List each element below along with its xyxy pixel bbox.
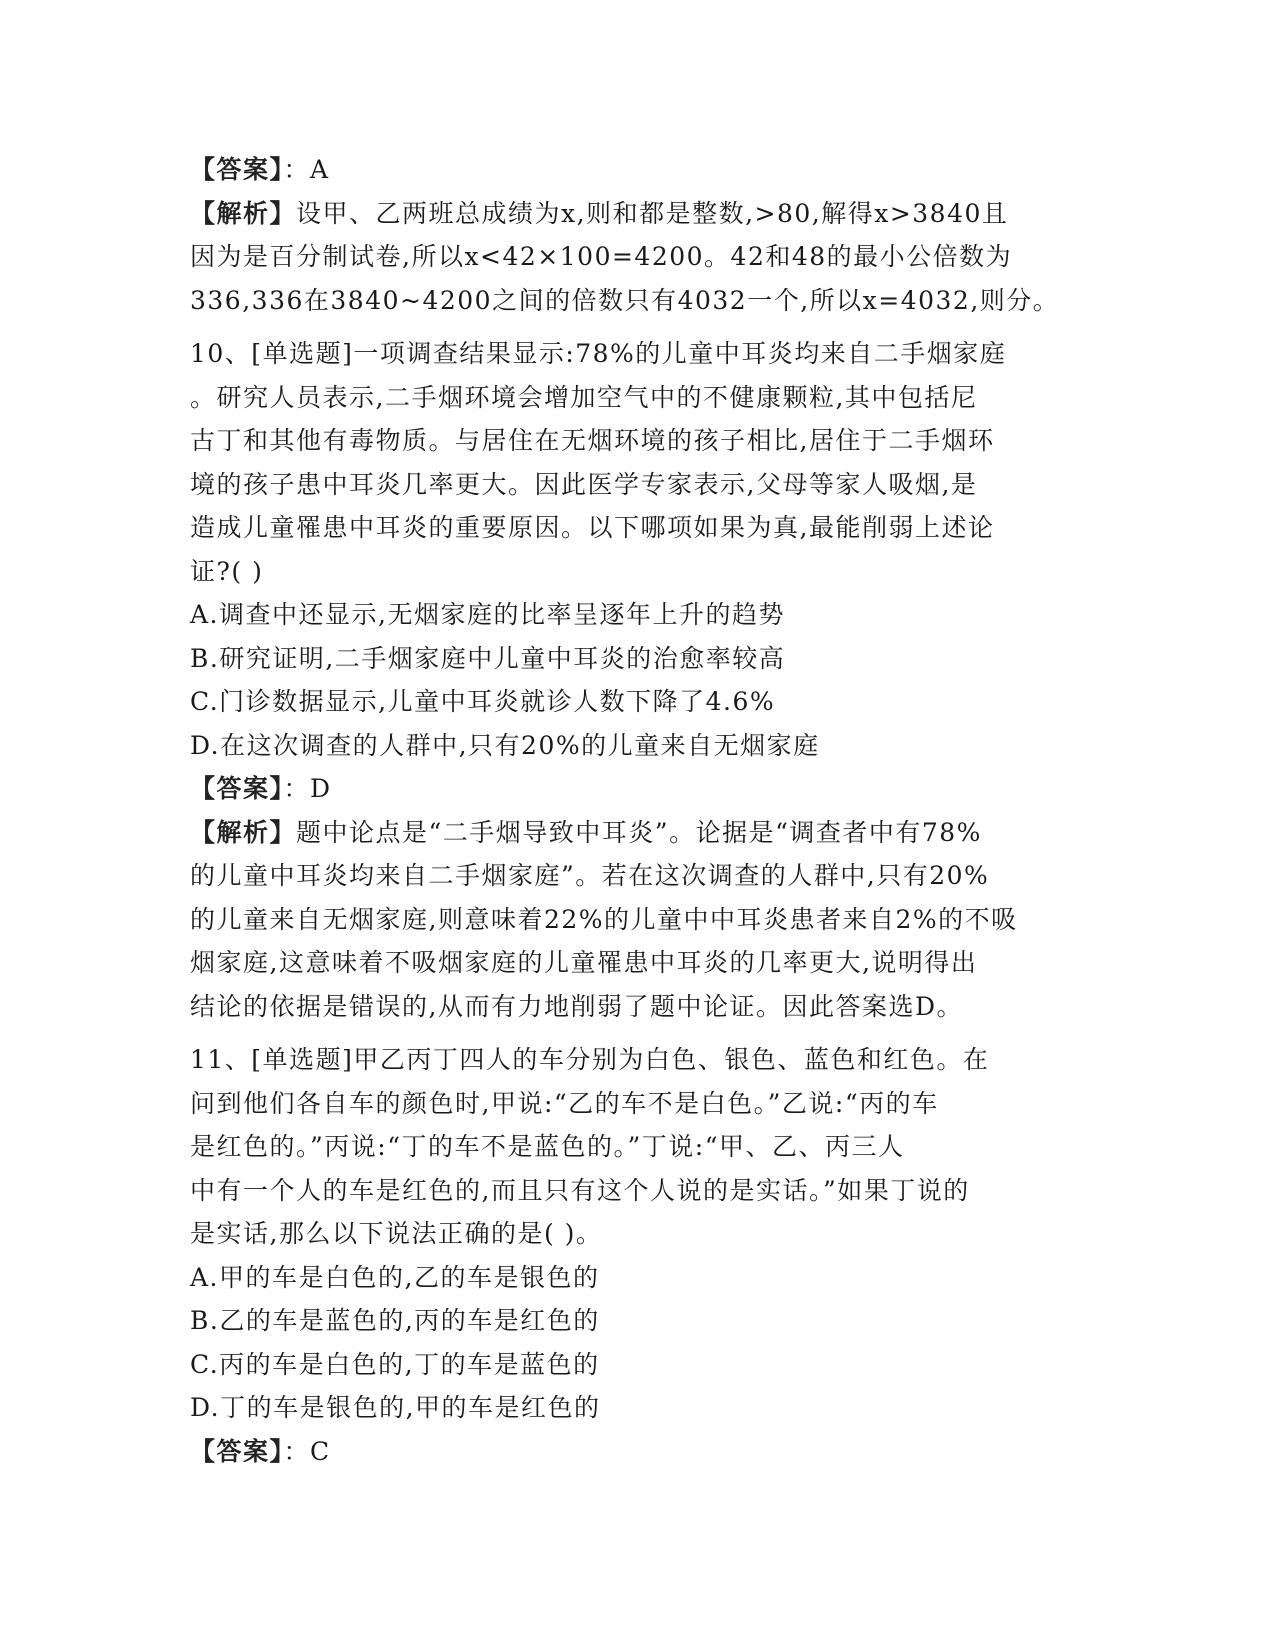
q10-stem-line: 古丁和其他有毒物质。与居住在无烟环境的孩子相比,居住于二手烟环 [190, 426, 995, 455]
q10-stem-line: 造成儿童罹患中耳炎的重要原因。以下哪项如果为真,最能削弱上述论 [190, 513, 995, 542]
q9-analysis-line: 因为是百分制试卷,所以x<42×100=4200。42和48的最小公倍数为 [190, 242, 1013, 271]
q9-analysis-line: 336,336在3840~4200之间的倍数只有4032一个,所以x=4032,则分。 [190, 285, 1060, 315]
q10-analysis-line [190, 811, 1090, 855]
q10-option-a: A.调查中还显示,无烟家庭的比率呈逐年上升的趋势 [190, 600, 785, 629]
page-content [190, 148, 1090, 1473]
q11-stem-line: 是红色的。”丙说:“丁的车不是蓝色的。”丁说:“甲、乙、丙三人 [190, 1132, 905, 1161]
q11-option-d: D.丁的车是银色的,甲的车是红色的 [190, 1393, 601, 1422]
q11-stem-line: 问到他们各自车的颜色时,甲说:“乙的车不是白色。”乙说:“丙的车 [190, 1088, 939, 1118]
answer-value: ：D [283, 774, 332, 803]
q10-analysis-line: 结论的依据是错误的,从而有力地削弱了题中论证。因此答案选D。 [190, 991, 963, 1021]
question-gap [190, 1028, 1090, 1038]
q10-stem-line: 10、[单选题]一项调查结果显示:78%的儿童中耳炎均来自二手烟家庭 [190, 339, 1007, 368]
q10-option-d: D.在这次调查的人群中,只有20%的儿童来自无烟家庭 [190, 730, 820, 760]
q10-answer [190, 767, 1090, 811]
q10-analysis-line: 的儿童来自无烟家庭,则意味着22%的儿童中中耳炎患者来自2%的不吸 [190, 904, 1018, 934]
q10-analysis-line: 烟家庭,这意味着不吸烟家庭的儿童罹患中耳炎的几率更大,说明得出 [190, 948, 978, 977]
analysis-text: 题中论点是“二手烟导致中耳炎”。论据是“调查者中有78% [296, 817, 982, 847]
q10-option-b: B.研究证明,二手烟家庭中儿童中耳炎的治愈率较高 [190, 643, 786, 673]
q11-option-a: A.甲的车是白色的,乙的车是银色的 [190, 1262, 600, 1292]
q10-option-c: C.门诊数据显示,儿童中耳炎就诊人数下降了4.6% [190, 687, 776, 716]
q11-stem-line: 是实话,那么以下说法正确的是( )。 [190, 1219, 603, 1248]
answer-label: 【答案】 [190, 1436, 284, 1466]
q10-stem-line: 。研究人员表示,二手烟环境会增加空气中的不健康颗粒,其中包括尼 [190, 382, 978, 412]
q11-stem-line: 中有一个人的车是红色的,而且只有这个人说的是实话。”如果丁说的 [190, 1175, 970, 1205]
q10-stem-line: 证?( ) [190, 556, 264, 586]
q11-answer [190, 1430, 1090, 1474]
q11-option-c: C.丙的车是白色的,丁的车是蓝色的 [190, 1349, 600, 1379]
q10-analysis-line: 的儿童中耳炎均来自二手烟家庭”。若在这次调查的人群中,只有20% [190, 861, 990, 890]
q10-stem-line: 境的孩子患中耳炎几率更大。因此医学专家表示,父母等家人吸烟,是 [190, 469, 978, 499]
answer-label: 【答案】 [190, 774, 284, 803]
answer-value: ：C [283, 1436, 331, 1466]
answer-value: ：A [283, 155, 330, 184]
q11-option-b: B.乙的车是蓝色的,丙的车是红色的 [190, 1306, 600, 1335]
analysis-label: 【解析】 [190, 817, 297, 847]
q9-analysis-line [190, 192, 1090, 236]
analysis-label: 【解析】 [190, 198, 297, 228]
q9-answer [190, 148, 1090, 192]
q11-stem-line: 11、[单选题]甲乙丙丁四人的车分别为白色、银色、蓝色和红色。在 [190, 1045, 990, 1074]
analysis-text: 设甲、乙两班总成绩为x,则和都是整数,>80,解得x>3840且 [296, 198, 1009, 228]
answer-label: 【答案】 [190, 155, 284, 184]
question-gap [190, 322, 1090, 332]
